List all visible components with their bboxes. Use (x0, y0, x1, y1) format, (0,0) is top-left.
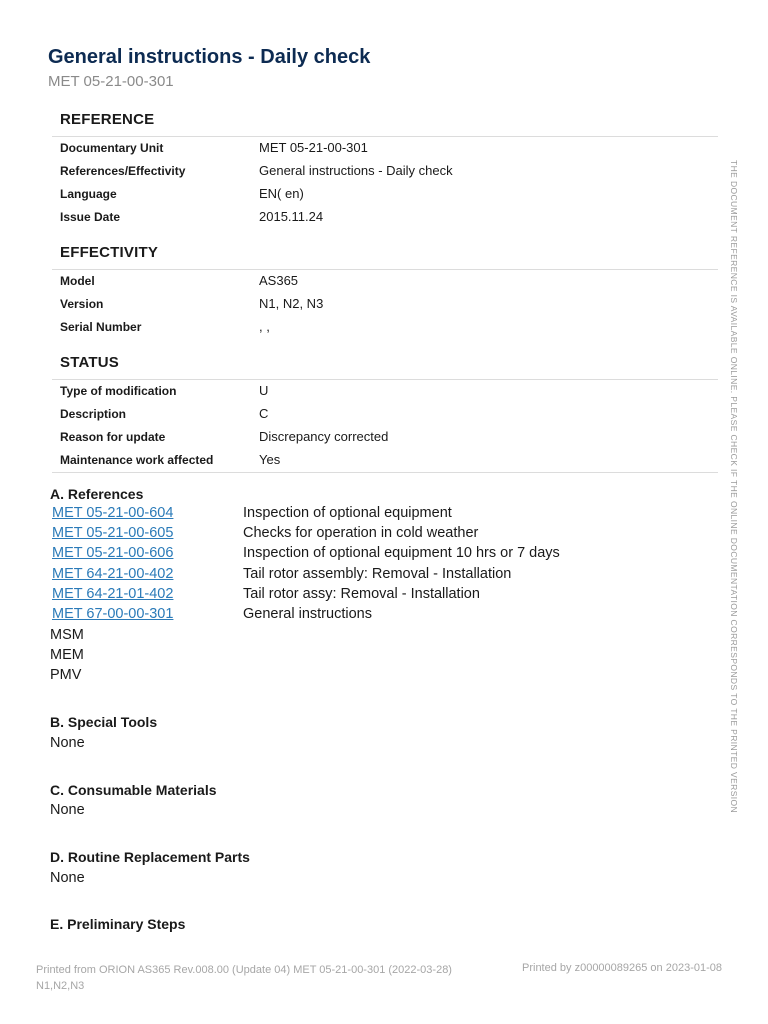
effectivity-table (52, 270, 472, 339)
status-row-reason (52, 426, 472, 449)
status-table (52, 380, 472, 472)
reference-description: General instructions (243, 605, 372, 622)
consumables-title: C. Consumable Materials (50, 782, 217, 798)
footer-printed-by: Printed by z00000089265 on 2023-01-08 (522, 962, 722, 974)
meta-value: MET 05-21-00-301 (259, 140, 368, 155)
effectivity-row-serial-number (52, 316, 472, 339)
reference-description: Inspection of optional equipment (243, 505, 452, 521)
reference-link[interactable]: MET 05-21-00-606 (52, 545, 174, 562)
meta-label: Type of modification (60, 384, 177, 398)
section-divider (52, 472, 718, 473)
meta-label: Version (60, 297, 104, 311)
reference-section-header (52, 108, 718, 137)
special-tools-title: B. Special Tools (50, 714, 158, 730)
meta-label: Documentary Unit (60, 141, 164, 155)
status-row-type (52, 380, 472, 403)
reference-link[interactable]: MET 67-00-00-301 (52, 605, 174, 622)
meta-value: General instructions - Daily check (259, 163, 453, 178)
reference-item (50, 566, 610, 586)
meta-label: Issue Date (60, 210, 121, 224)
reference-item (50, 586, 610, 606)
document-code: MET 05-21-00-301 (48, 73, 174, 90)
meta-value: N1, N2, N3 (259, 296, 324, 311)
effectivity-section-header (52, 241, 718, 270)
reference-row-effectivity (52, 160, 472, 183)
meta-value: U (259, 383, 269, 398)
special-tools-value: None (50, 735, 85, 751)
reference-description: Checks for operation in cold weather (243, 525, 479, 542)
reference-row-issue-date (52, 206, 472, 229)
reference-pmv: PMV (50, 667, 82, 683)
meta-label: Maintenance work affected (60, 453, 214, 467)
references-title: A. References (50, 486, 144, 502)
online-reference-note: THE DOCUMENT REFERENCE IS AVAILABLE ONLINE. PLEASE CHECK IF THE ONLINE DOCUMENTATION CORRESPONDS TO THE PRINTED VERSION (729, 160, 739, 814)
reference-row-documentary-unit (52, 137, 472, 160)
consumables-value: None (50, 802, 85, 818)
reference-heading: REFERENCE (60, 111, 155, 128)
reference-description: Tail rotor assy: Removal - Installation (243, 585, 480, 602)
reference-item (50, 505, 610, 525)
reference-link[interactable]: MET 64-21-00-402 (52, 565, 174, 582)
reference-link[interactable]: MET 05-21-00-605 (52, 525, 174, 542)
reference-item (50, 545, 610, 565)
replacement-parts-title: D. Routine Replacement Parts (50, 849, 250, 865)
meta-label: References/Effectivity (60, 164, 186, 178)
meta-value: AS365 (259, 273, 299, 288)
preliminary-steps-title: E. Preliminary Steps (50, 916, 186, 932)
status-heading: STATUS (60, 354, 119, 371)
status-row-maintenance (52, 449, 472, 472)
reference-item (50, 525, 610, 545)
footer-printed-from: Printed from ORION AS365 Rev.008.00 (Update 04) MET 05-21-00-301 (2022-03-28) N1,N2,N3 (36, 964, 452, 992)
meta-value: 2015.11.24 (259, 209, 324, 224)
reference-row-language (52, 183, 472, 206)
meta-value: EN( en) (259, 186, 304, 201)
meta-value: Discrepancy corrected (259, 429, 389, 444)
reference-table (52, 137, 472, 229)
status-row-description (52, 403, 472, 426)
meta-value: C (259, 406, 269, 421)
meta-value: Yes (259, 452, 281, 467)
reference-msm: MSM (50, 627, 84, 643)
meta-label: Model (60, 274, 95, 288)
replacement-parts-value: None (50, 870, 85, 886)
reference-item (50, 606, 610, 626)
effectivity-row-model (52, 270, 472, 293)
page-title: General instructions - Daily check (48, 46, 371, 68)
effectivity-row-version (52, 293, 472, 316)
meta-label: Description (60, 407, 127, 421)
reference-link[interactable]: MET 05-21-00-604 (52, 505, 174, 521)
reference-mem: MEM (50, 647, 84, 663)
effectivity-heading: EFFECTIVITY (60, 244, 159, 261)
meta-label: Serial Number (60, 320, 142, 334)
references-list (50, 505, 610, 626)
reference-description: Inspection of optional equipment 10 hrs or 7 days (243, 545, 560, 562)
meta-label: Language (60, 187, 117, 201)
meta-label: Reason for update (60, 430, 166, 444)
reference-description: Tail rotor assembly: Removal - Installation (243, 565, 512, 582)
status-section-header (52, 351, 718, 380)
reference-link[interactable]: MET 64-21-01-402 (52, 585, 174, 602)
meta-value: , , (259, 319, 270, 334)
